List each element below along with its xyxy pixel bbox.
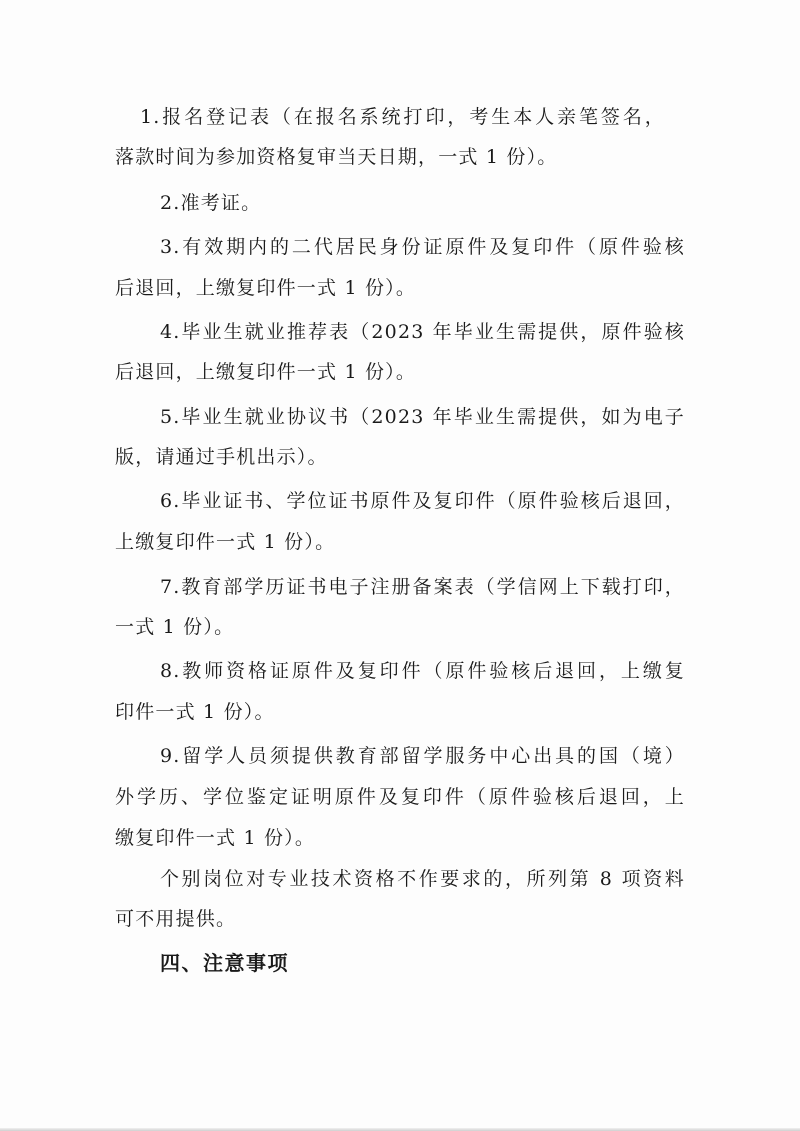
- item-1-line-2: 落款时间为参加资格复审当天日期，一式 1 份）。: [115, 146, 558, 168]
- item-6-line-1: 6.毕业证书、学位证书原件及复印件（原件验核后退回，: [160, 490, 685, 512]
- item-9-line-3: 缴复印件一式 1 份）。: [115, 827, 316, 849]
- item-4-line-1: 4.毕业生就业推荐表（2023 年毕业生需提供，原件验核: [160, 321, 685, 343]
- item-9-line-1: 9.留学人员须提供教育部留学服务中心出具的国（境）: [160, 745, 685, 767]
- item-4-line-2: 后退回，上缴复印件一式 1 份）。: [115, 361, 417, 383]
- item-7-line-1: 7.教育部学历证书电子注册备案表（学信网上下载打印，: [160, 576, 685, 598]
- item-8-line-1: 8.教师资格证原件及复印件（原件验核后退回，上缴复: [160, 660, 685, 682]
- section-heading: 四、注意事项: [160, 951, 289, 975]
- item-5-line-1: 5.毕业生就业协议书（2023 年毕业生需提供，如为电子: [160, 406, 685, 428]
- item-7-line-2: 一式 1 份）。: [115, 616, 235, 638]
- item-9-line-2: 外学历、学位鉴定证明原件及复印件（原件验核后退回，上: [115, 786, 685, 808]
- note-line-2: 可不用提供。: [115, 908, 237, 930]
- item-6-line-2: 上缴复印件一式 1 份）。: [115, 531, 336, 553]
- item-8-line-2: 印件一式 1 份）。: [115, 701, 275, 723]
- item-5-line-2: 版，请通过手机出示）。: [115, 446, 328, 468]
- item-1-line-1: 1.报名登记表（在报名系统打印，考生本人亲笔签名，: [140, 106, 665, 128]
- item-3-line-2: 后退回，上缴复印件一式 1 份）。: [115, 277, 417, 299]
- note-line-1: 个别岗位对专业技术资格不作要求的，所列第 8 项资料: [160, 868, 685, 890]
- item-2-line-1: 2.准考证。: [160, 192, 262, 214]
- item-3-line-1: 3.有效期内的二代居民身份证原件及复印件（原件验核: [160, 236, 685, 258]
